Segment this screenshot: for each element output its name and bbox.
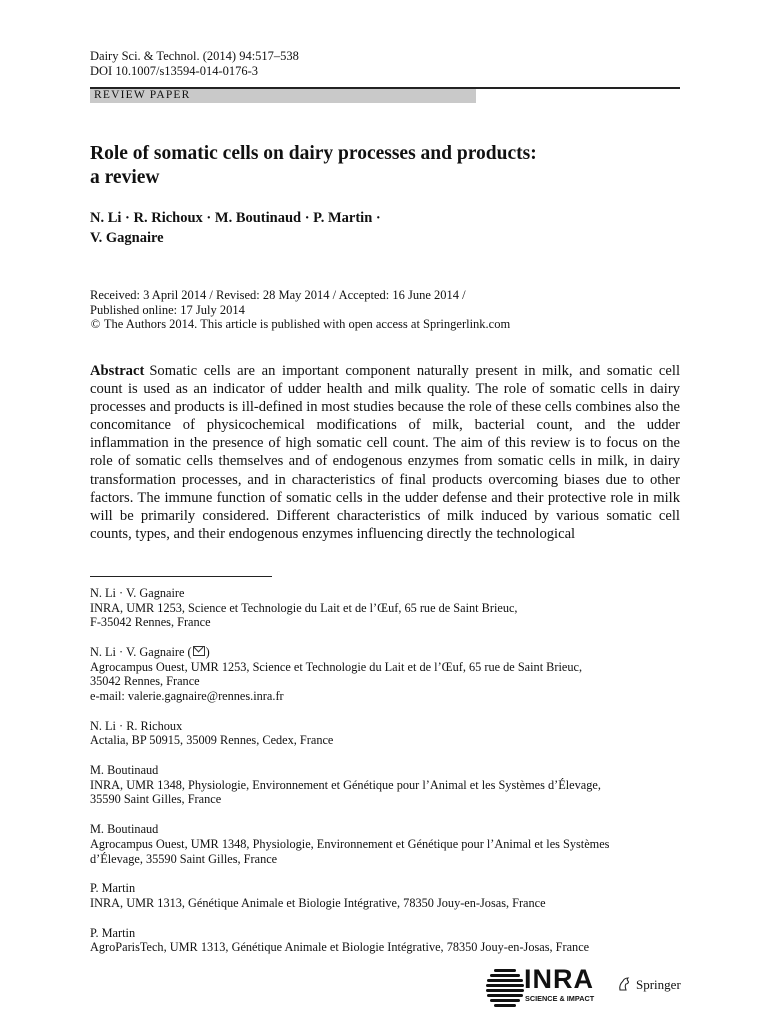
affiliation-block [90,719,690,748]
affiliation-authors: P. Martin [90,881,136,896]
inra-globe-icon [484,965,528,1009]
affiliation-authors-corresponding [90,645,690,660]
affiliation-authors: M. Boutinaud [90,822,159,837]
footnote-rule [90,576,272,577]
author-list [90,209,690,248]
affiliation-authors-close: ) [205,645,210,660]
authors-line-1: N. Li · R. Richoux · M. Boutinaud · P. Martin · [90,210,381,226]
authors-line-2: V. Gagnaire [90,229,164,246]
affiliation-block [90,586,690,630]
history-line-1: Received: 3 April 2014 / Revised: 28 May 2014 / Accepted: 16 June 2014 / [90,288,466,302]
springer-logo [616,976,681,994]
title-line-1: Role of somatic cells on dairy processes and products: [90,143,537,164]
affiliation-address: 35042 Rennes, France [90,674,200,689]
history-line-2: Published online: 17 July 2014 [90,302,245,317]
publication-history [90,288,690,332]
affiliation-list [90,586,690,970]
affiliation-address: INRA, UMR 1253, Science et Technologie du Lait et de l’Œuf, 65 rue de Saint Brieuc, [90,600,518,615]
inra-logo-subtext: SCIENCE & IMPACT [525,994,595,1003]
affiliation-authors: P. Martin [90,925,136,940]
title-line-2: a review [90,167,160,188]
affiliation-address: INRA, UMR 1348, Physiologie, Environnement et Génétique pour l’Animal et les Systèmes d’Élevage, [90,777,601,792]
abstract-label: Abstract [90,363,145,379]
affiliation-address: AgroParisTech, UMR 1313, Génétique Animale et Biologie Intégrative, 78350 Jouy-en-Josas, France [90,940,590,955]
publisher-name: Springer [636,977,681,992]
affiliation-address: 35590 Saint Gilles, France [90,792,222,807]
journal-citation [90,49,299,79]
affiliation-address: Actalia, BP 50915, 35009 Rennes, Cedex, France [90,733,334,748]
abstract [90,362,680,543]
copyright-text: The Authors 2014. This article is published with open access at Springerlink.com [103,317,511,331]
envelope-icon [193,646,205,656]
affiliation-address: INRA, UMR 1313, Génétique Animale et Biologie Intégrative, 78350 Jouy-en-Josas, France [90,895,546,910]
section-label: REVIEW PAPER [94,89,191,101]
abstract-text: Somatic cells are an important component naturally present in milk, and somatic cell count is used as an indicator of udder health and milk quality. The role of somatic cells in dairy processes and products is ill-defined in most studies because the role of these cells combines also the concomitance of physicochemical modifications of milk, bacterial count, and the udder inflammation in the presence of high somatic cell count. The aim of this review is to focus on the role of somatic cells themselves and of endogenous enzymes from somatic cells in milk, in dairy transformation processes, and in characteristics of final products overcoming biases due to other factors. The immune function of somatic cells in the udder defense and their protective role in milk will be primarily considered. Different characteristics of milk induced by various somatic cell counts, types, and their endogenous enzymes influencing directly the technological [90,363,680,542]
affiliation-block [90,926,690,955]
article-title [90,142,690,190]
inra-logo [484,963,596,1011]
affiliation-address: d’Élevage, 35590 Saint Gilles, France [90,851,278,866]
affiliation-block [90,881,690,910]
inra-logo-text: INRA [524,964,594,994]
affiliation-authors: M. Boutinaud [90,763,159,778]
affiliation-address: Agrocampus Ouest, UMR 1253, Science et Technologie du Lait et de l’Œuf, 65 rue de Saint Brieuc, [90,659,583,674]
springer-horse-icon [616,976,632,992]
affiliation-authors: N. Li · V. Gagnaire ( [90,645,192,660]
affiliation-authors: N. Li · R. Richoux [90,718,183,733]
affiliation-block [90,822,690,866]
affiliation-address: Agrocampus Ouest, UMR 1348, Physiologie, Environnement et Génétique pour l’Animal et les Systèmes [90,836,610,851]
affiliation-block [90,645,690,703]
email-address[interactable]: e-mail: valerie.gagnaire@rennes.inra.fr [90,688,284,703]
copyright-line [90,317,690,332]
copyright-icon: © [90,317,101,331]
doi-line: DOI 10.1007/s13594-014-0176-3 [90,64,259,78]
affiliation-authors: N. Li · V. Gagnaire [90,586,185,600]
affiliation-address: F-35042 Rennes, France [90,615,211,630]
affiliation-block [90,763,690,807]
journal-line: Dairy Sci. & Technol. (2014) 94:517–538 [90,49,299,63]
